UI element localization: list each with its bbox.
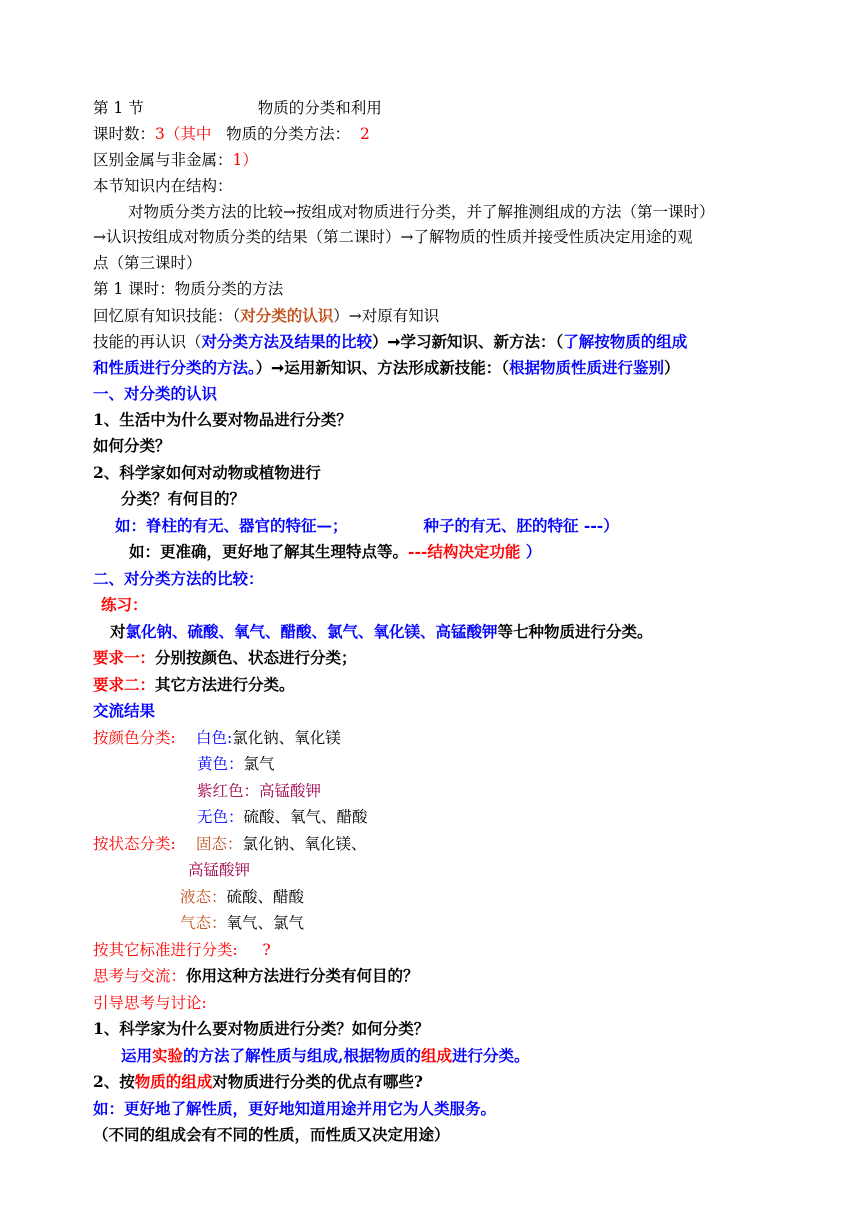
- hours-line: [93, 122, 783, 148]
- requirement-1: [93, 645, 783, 672]
- recall-text: 回忆原有知识技能：（: [93, 307, 241, 326]
- answer-text: 进行分类。: [451, 1045, 530, 1065]
- by-color-purple: [93, 778, 783, 805]
- example-text: 种子的有无、胚的特征 ---）: [423, 515, 619, 535]
- other-label: 按其它标准进行分类:: [93, 940, 238, 959]
- section-title: 物质的分类和利用: [257, 99, 382, 117]
- metal-line: [93, 148, 783, 174]
- colorless-text: 硫酸、氧气、醋酸: [243, 808, 368, 827]
- gas-text: 氧气、氯气: [226, 914, 305, 933]
- question-highlight: 物质的组成: [134, 1072, 213, 1092]
- by-state-solid: [93, 831, 783, 858]
- recall-highlight: 和性质进行分类的方法。: [93, 357, 256, 377]
- exchange-results: 交流结果: [93, 701, 156, 721]
- structure-text-1: 对物质分类方法的比较→按组成对物质进行分类，并了解推测组成的方法（第一课时）: [128, 202, 715, 221]
- solid-label: 固态：: [196, 834, 243, 853]
- question-1: 1、生活中为什么要对物品进行分类？: [93, 409, 352, 429]
- recall-highlight: 对分类的认识: [240, 306, 334, 326]
- white-text: 氯化钠、氧化镁: [232, 728, 341, 747]
- solid-text: 氯化钠、氧化镁、: [242, 834, 367, 853]
- recall-text: ）➞运用新知识、方法形成新技能：（: [255, 357, 510, 377]
- requirement-text: 分别按颜色、状态进行分类；: [155, 648, 357, 668]
- liquid-label: 液态：: [180, 887, 227, 906]
- white-label: 白色:: [196, 728, 233, 747]
- requirement-text: 其它方法进行分类。: [155, 674, 295, 694]
- think-label: 思考与交流：: [93, 967, 187, 986]
- other-criteria: [93, 937, 783, 964]
- by-state-liquid: [93, 884, 783, 911]
- task-text: 对: [110, 621, 126, 641]
- guide-question-2: [93, 1069, 783, 1096]
- recall-line-1: [93, 303, 783, 329]
- by-state-gas: [93, 910, 783, 937]
- method-value: 2: [360, 124, 370, 143]
- section1-heading: 一、对分类的认识: [93, 383, 218, 403]
- example-highlight: ---结构决定功能: [408, 542, 521, 562]
- structure-heading: 本节知识内在结构：: [93, 176, 233, 195]
- answer-highlight: 实验: [152, 1045, 184, 1065]
- task-text: 等七种物质进行分类。: [497, 621, 653, 641]
- lesson1-heading: 第 1 课时：物质分类的方法: [93, 280, 284, 299]
- by-state-solid-2: 高锰酸钾: [188, 861, 251, 880]
- by-color-yellow: [93, 751, 783, 778]
- requirement-2: [93, 672, 783, 699]
- gas-label: 气态：: [180, 914, 227, 933]
- guide-answer-1: [93, 1043, 783, 1070]
- metal-value: 1）: [232, 150, 258, 169]
- requirement-label: 要求二：: [93, 674, 156, 694]
- example-2: [93, 539, 783, 566]
- structure-text-2: →认识按组成对物质分类的结果（第二课时）→了解物质的性质并接受性质决定用途的观: [93, 228, 693, 247]
- colorless-label: 无色：: [197, 808, 244, 827]
- answer-text: 运用: [121, 1045, 153, 1065]
- by-color-colorless: [93, 804, 783, 831]
- answer-highlight: 组成: [420, 1045, 452, 1065]
- guide-question-1: 1、科学家为什么要对物质进行分类？如何分类？: [93, 1019, 430, 1039]
- closing-note: （不同的组成会有不同的性质，而性质又决定用途）: [93, 1125, 450, 1145]
- recall-text: ）→对原有知识: [333, 307, 440, 326]
- section-number: 第 1 节: [93, 99, 144, 117]
- yellow-text: 氯气: [243, 755, 275, 774]
- question-text: 2、按: [93, 1072, 135, 1092]
- guide-answer-2: 如：更好地了解性质，更好地知道用途并用它为人类服务。: [93, 1098, 497, 1118]
- answer-text: 的方法了解性质与组成,: [183, 1045, 344, 1065]
- hours-label: 课时数：: [93, 124, 156, 143]
- section2-heading: 二、对分类方法的比较：: [93, 568, 264, 588]
- by-color-white: [93, 725, 783, 752]
- practice-label: 练习：: [101, 595, 148, 615]
- recall-text: ）: [664, 357, 680, 377]
- document-page: [93, 96, 783, 1149]
- by-state-label: 按状态分类:: [93, 834, 176, 853]
- section-title-line: [93, 96, 783, 122]
- liquid-text: 硫酸、醋酸: [226, 887, 305, 906]
- method-label: 物质的分类方法：: [226, 124, 351, 143]
- practice-task: [93, 619, 783, 646]
- by-color-label: 按颜色分类:: [93, 728, 176, 747]
- recall-highlight: 对分类方法及结果的比较: [201, 332, 373, 352]
- recall-line-2: [93, 329, 783, 355]
- purple-text: 高锰酸钾: [259, 781, 322, 800]
- other-value: ?: [262, 940, 271, 959]
- purple-label: 紫红色：: [197, 781, 260, 800]
- metal-label: 区别金属与非金属：: [93, 150, 233, 169]
- example-1: [93, 513, 783, 540]
- answer-text: 根据物质的: [343, 1045, 421, 1065]
- guide-heading: 引导思考与讨论:: [93, 993, 207, 1012]
- recall-highlight: 了解按物质的组成: [563, 332, 688, 352]
- question-text: 对物质进行分类的优点有哪些?: [212, 1072, 423, 1092]
- think-text: 你用这种方法进行分类有何目的？: [186, 966, 419, 986]
- example-text: 如：更准确，更好地了解其生理特点等。: [129, 542, 409, 562]
- requirement-label: 要求一：: [93, 648, 156, 668]
- example-text: ）: [525, 542, 542, 562]
- think-exchange: [93, 963, 783, 990]
- task-substances: 氯化钠、硫酸、氧气、醋酸、氯气、氧化镁、高锰酸钾: [125, 621, 498, 641]
- recall-highlight: 根据物质性质进行鉴别: [509, 357, 665, 377]
- question-2b: 分类？有何目的？: [121, 489, 246, 509]
- hours-value: 3（其中: [155, 124, 212, 143]
- yellow-label: 黄色：: [197, 755, 244, 774]
- recall-text: ）➞学习新知识、新方法：（: [372, 332, 564, 352]
- recall-text: 技能的再认识（: [93, 333, 202, 352]
- question-1b: 如何分类？: [93, 436, 171, 456]
- question-2: 2、科学家如何对动物或植物进行: [93, 462, 321, 482]
- structure-text-3: 点（第三课时）: [93, 254, 202, 273]
- example-text: 如：脊柱的有无、器官的特征—；: [115, 515, 348, 535]
- recall-line-3: [93, 355, 783, 381]
